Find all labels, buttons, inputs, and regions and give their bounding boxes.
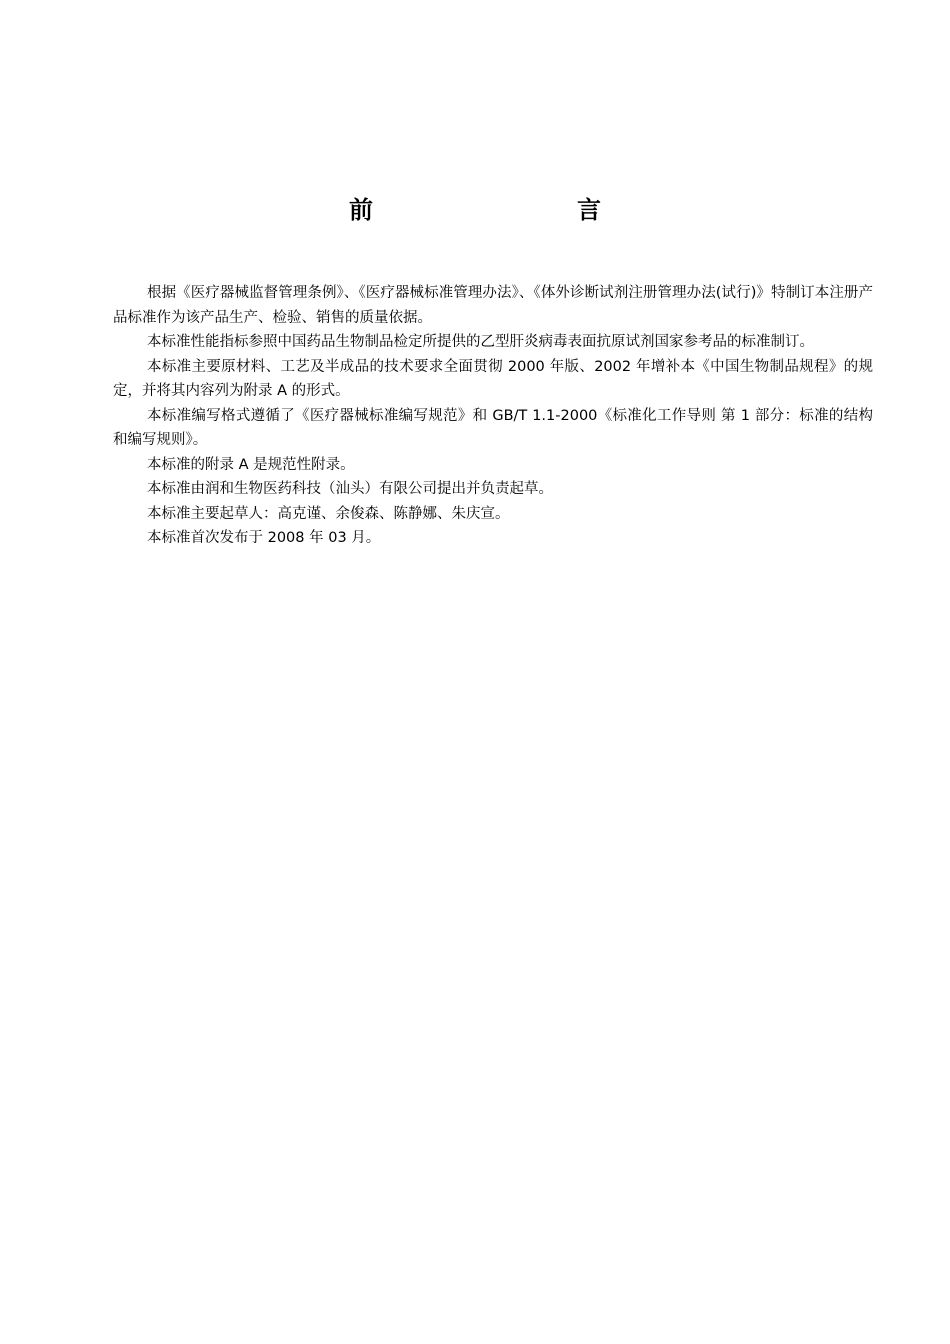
paragraph-drafting-company: 本标准由润和生物医药科技（汕头）有限公司提出并负责起草。 [147,481,553,497]
paragraph-materials-requirements: 本标准主要原材料、工艺及半成品的技术要求全面贯彻 2000 年版、2002 年增补本《中国生物制品规程》的规定，并将其内容列为附录 A 的形式。 [113,358,873,399]
paragraph-appendix: 本标准的附录 A 是规范性附录。 [147,456,355,473]
paragraph-format: 本标准编写格式遵循了《医疗器械标准编写规范》和 GB/T 1.1-2000《标准化工作导则 第 1 部分：标准的结构和编写规则》。 [113,407,873,448]
page-title: 前 言 [349,195,653,224]
paragraph-basis: 根据《医疗器械监督管理条例》、《医疗器械标准管理办法》、《体外诊断试剂注册管理办法(试行)》特制订本注册产品标准作为该产品生产、检验、销售的质量依据。 [113,285,873,326]
paragraph-performance-reference: 本标准性能指标参照中国药品生物制品检定所提供的乙型肝炎病毒表面抗原试剂国家参考品的标准制订。 [147,334,814,350]
paragraph-drafters: 本标准主要起草人：高克谨、余俊森、陈静娜、朱庆宣。 [147,505,510,522]
paragraph-first-release: 本标准首次发布于 2008 年 03 月。 [147,530,381,546]
foreword-body [113,281,873,551]
